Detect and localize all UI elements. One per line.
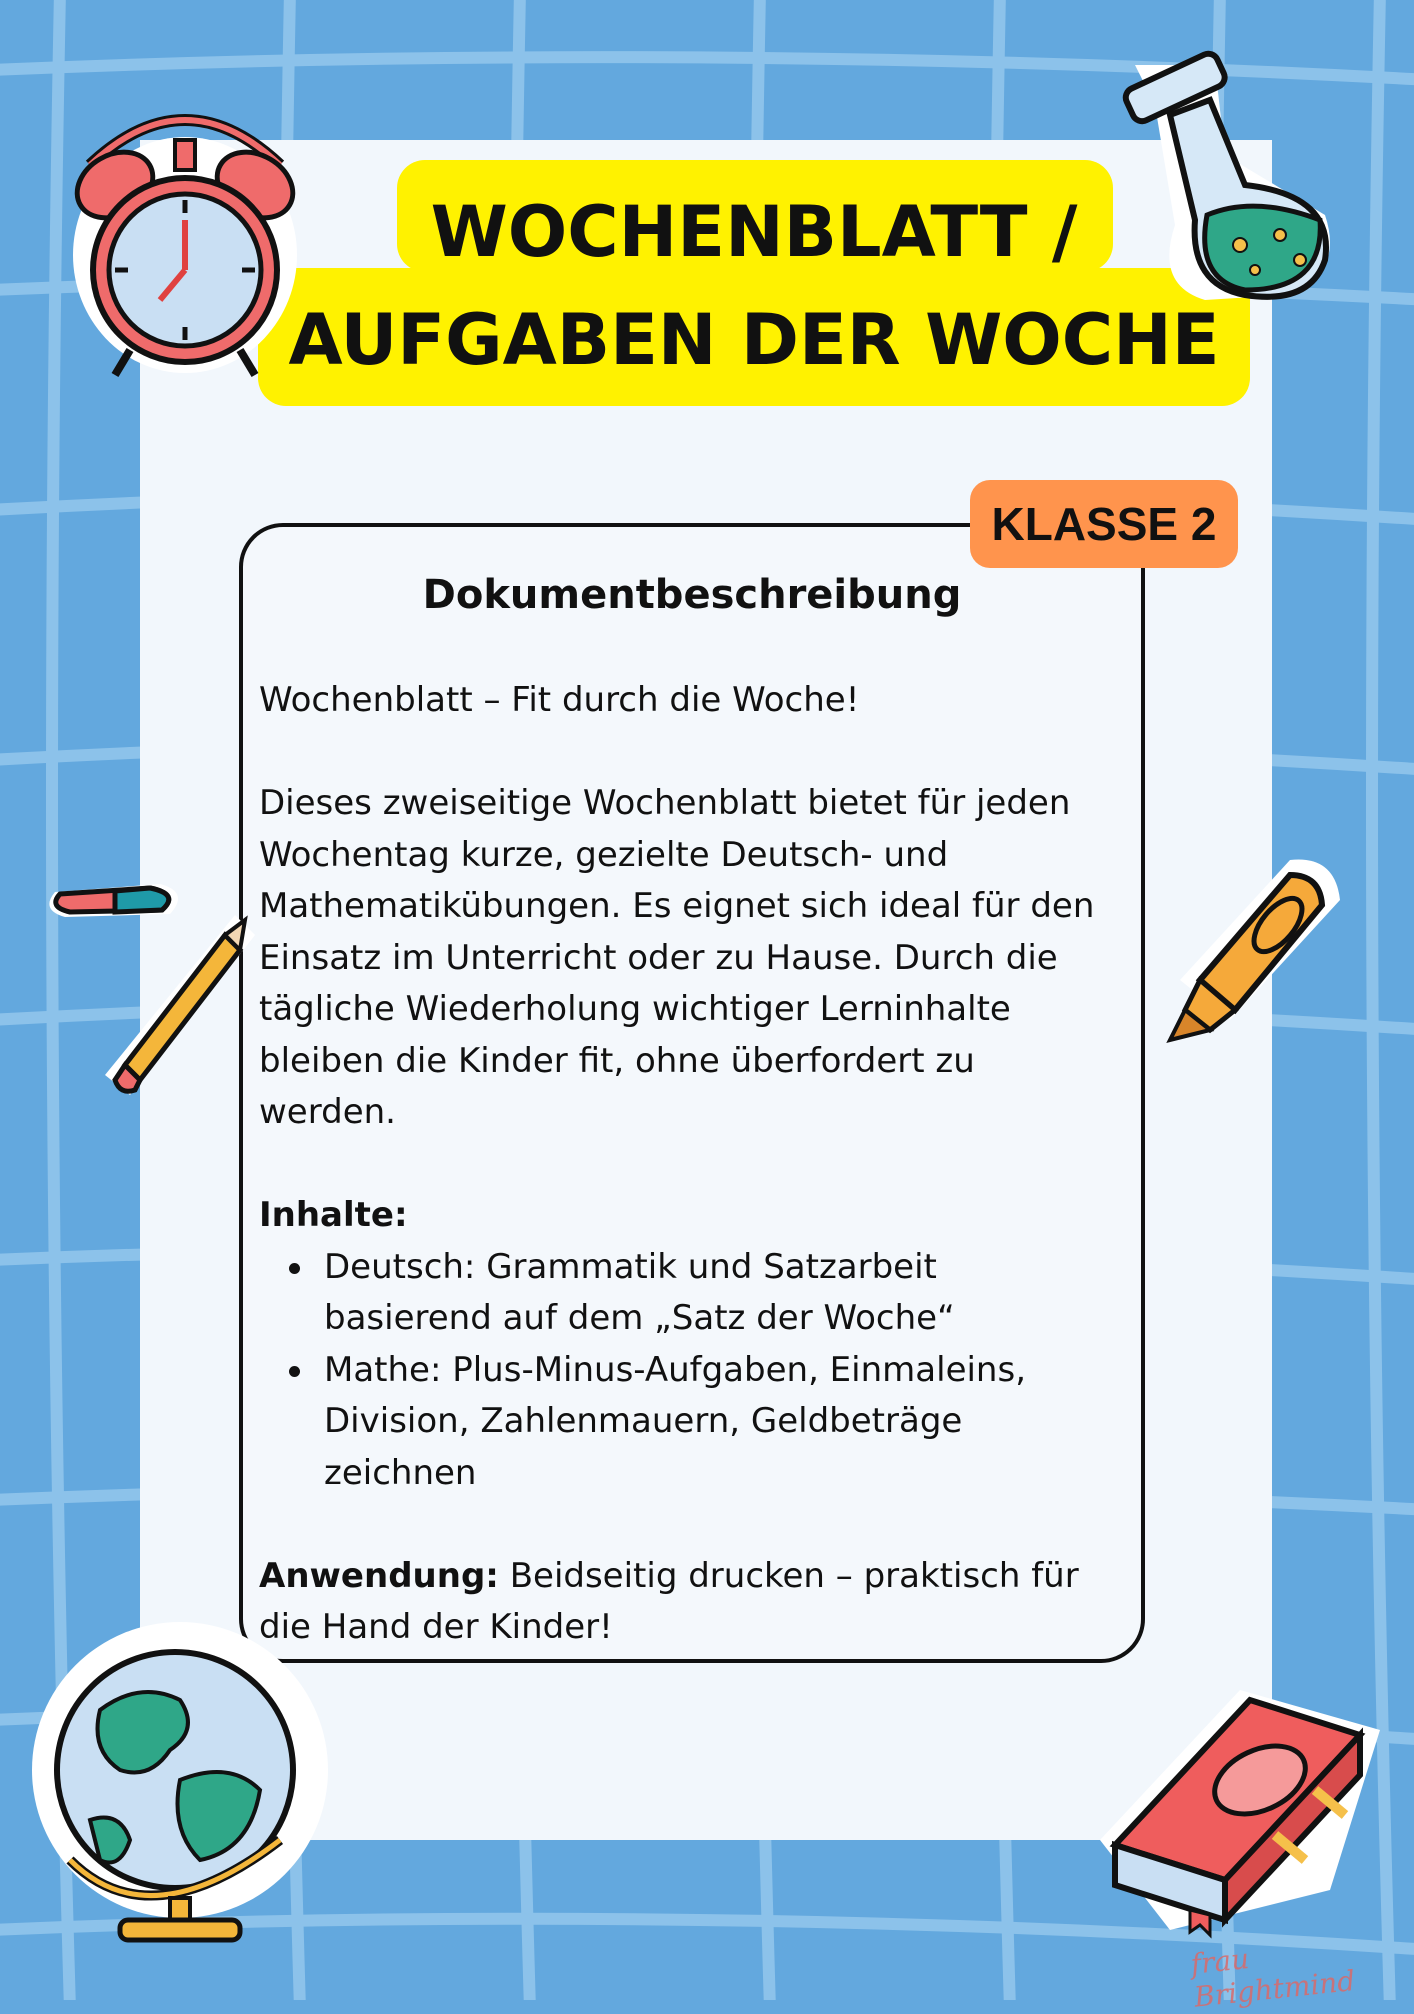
title-line-2: AUFGABEN DER WOCHE bbox=[288, 299, 1220, 381]
flask-icon bbox=[1095, 45, 1375, 325]
description-line: Wochentag kurze, gezielte Deutsch- und bbox=[259, 834, 949, 875]
grade-badge: KLASSE 2 bbox=[970, 480, 1238, 568]
description-line: bleiben die Kinder fit, ohne überfordert zu bbox=[259, 1040, 975, 1081]
title-line-1: WOCHENBLATT / bbox=[430, 191, 1078, 273]
description-line: Einsatz im Unterricht oder zu Hause. Durch die bbox=[259, 937, 1058, 978]
usage-text: Beidseitig drucken – praktisch für bbox=[498, 1555, 1079, 1596]
list-item: Deutsch: Grammatik und Satzarbeit basierend auf dem „Satz der Woche“ bbox=[259, 1242, 1159, 1345]
intro-text: Wochenblatt – Fit durch die Woche! bbox=[259, 680, 860, 720]
book-icon bbox=[1060, 1670, 1390, 1940]
pencil-icon bbox=[95, 905, 260, 1105]
globe-icon bbox=[30, 1620, 330, 1950]
signature: frau Brightmind bbox=[1189, 1941, 1357, 2014]
contents-list bbox=[259, 1242, 1159, 1500]
alarm-clock-icon bbox=[60, 85, 310, 385]
description-line: werden. bbox=[259, 1092, 396, 1132]
description-line: Dieses zweiseitige Wochenblatt bietet für jeden bbox=[259, 783, 1071, 823]
card-content bbox=[259, 675, 1159, 1654]
description-line: Mathematikübungen. Es eignet sich ideal für den bbox=[259, 886, 1095, 926]
list-item: Mathe: Plus-Minus-Aufgaben, Einmaleins, Division, Zahlenmauern, Geldbeträge zeichnen bbox=[259, 1345, 1159, 1500]
description-line: tägliche Wiederholung wichtiger Lerninhalte bbox=[259, 989, 1011, 1029]
card-title: Dokumentbeschreibung bbox=[422, 572, 962, 618]
usage-line-2: die Hand der Kinder! bbox=[259, 1607, 613, 1647]
usage-label: Anwendung: bbox=[259, 1555, 499, 1596]
contents-heading: Inhalte: bbox=[259, 1195, 408, 1235]
usage-line bbox=[259, 1551, 1159, 1603]
highlighter-icon bbox=[1150, 840, 1350, 1050]
